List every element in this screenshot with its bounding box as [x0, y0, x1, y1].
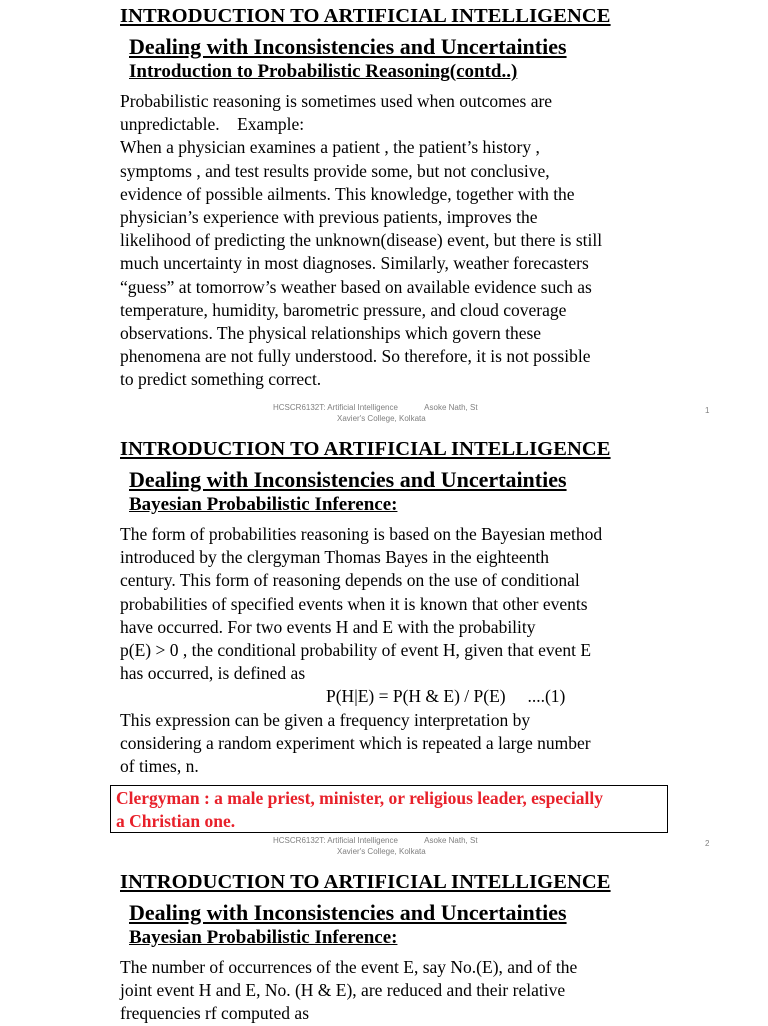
slide-title: INTRODUCTION TO ARTIFICIAL INTELLIGENCE	[120, 5, 611, 27]
footer-college: Xavier's College, Kolkata	[337, 847, 426, 856]
body-line: phenomena are not fully understood. So therefore, it is not possible	[120, 346, 591, 367]
body-paragraph	[120, 90, 665, 392]
slide-title: INTRODUCTION TO ARTIFICIAL INTELLIGENCE	[120, 871, 611, 893]
slide-subtitle: Dealing with Inconsistencies and Uncertainties	[129, 467, 567, 492]
body-line: frequencies rf computed as	[120, 1003, 310, 1024]
body-paragraph	[120, 523, 665, 778]
body-line: physician’s experience with previous patients, improves the	[120, 207, 538, 228]
body-line: evidence of possible ailments. This knowledge, together with the	[120, 183, 575, 204]
body-paragraph	[120, 956, 665, 1026]
note-line: a Christian one.	[116, 811, 236, 831]
slide-subtitle: Dealing with Inconsistencies and Uncertainties	[129, 900, 567, 925]
slide-subtitle: Dealing with Inconsistencies and Uncertainties	[129, 34, 567, 59]
body-line: to predict something correct.	[120, 369, 322, 390]
body-line: The form of probabilities reasoning is based on the Bayesian method	[120, 524, 603, 544]
body-line: This expression can be given a frequency interpretation by	[120, 709, 531, 730]
page-number: 2	[705, 839, 710, 848]
body-line: When a physician examines a patient , the patient’s history ,	[120, 137, 540, 158]
body-line: symptoms , and test results provide some, but not conclusive,	[120, 160, 550, 181]
body-line: Probabilistic reasoning is sometimes used when outcomes are	[120, 91, 553, 111]
body-line: joint event H and E, No. (H & E), are reduced and their relative	[120, 980, 566, 1001]
slide-heading: Introduction to Probabilistic Reasoning(contd..)	[129, 61, 518, 82]
body-line: The number of occurrences of the event E, say No.(E), and of the	[120, 957, 578, 977]
page-number: 1	[705, 406, 710, 415]
bayes-formula: P(H|E) = P(H & E) / P(E) ....(1)	[326, 686, 566, 707]
body-line: of times, n.	[120, 756, 199, 777]
body-line: p(E) > 0 , the conditional probability of event H, given that event E	[120, 640, 592, 661]
slide-heading: Bayesian Probabilistic Inference:	[129, 927, 398, 948]
footer-course: HCSCR6132T: Artificial Intelligence Asoke Nath, St	[273, 836, 478, 845]
note-line: Clergyman : a male priest, minister, or religious leader, especially	[116, 788, 604, 808]
body-line: unpredictable. Example:	[120, 114, 305, 135]
footer-course: HCSCR6132T: Artificial Intelligence Asoke Nath, St	[273, 403, 478, 412]
body-line: observations. The physical relationships which govern these	[120, 323, 542, 344]
body-line: temperature, humidity, barometric pressure, and cloud coverage	[120, 299, 567, 320]
body-line: century. This form of reasoning depends on the use of conditional	[120, 570, 580, 591]
slide-title: INTRODUCTION TO ARTIFICIAL INTELLIGENCE	[120, 438, 611, 460]
definition-note-box	[110, 785, 668, 833]
body-line: has occurred, is defined as	[120, 663, 306, 684]
body-line: likelihood of predicting the unknown(disease) event, but there is still	[120, 230, 603, 251]
body-line: introduced by the clergyman Thomas Bayes in the eighteenth	[120, 547, 549, 568]
body-line: have occurred. For two events H and E with the probability	[120, 616, 536, 637]
body-line: “guess” at tomorrow’s weather based on available evidence such as	[120, 276, 592, 297]
slide-heading: Bayesian Probabilistic Inference:	[129, 494, 398, 515]
footer-college: Xavier's College, Kolkata	[337, 414, 426, 423]
body-line: much uncertainty in most diagnoses. Similarly, weather forecasters	[120, 253, 589, 274]
body-line: probabilities of specified events when it is known that other events	[120, 593, 588, 614]
body-line: considering a random experiment which is repeated a large number	[120, 732, 591, 753]
